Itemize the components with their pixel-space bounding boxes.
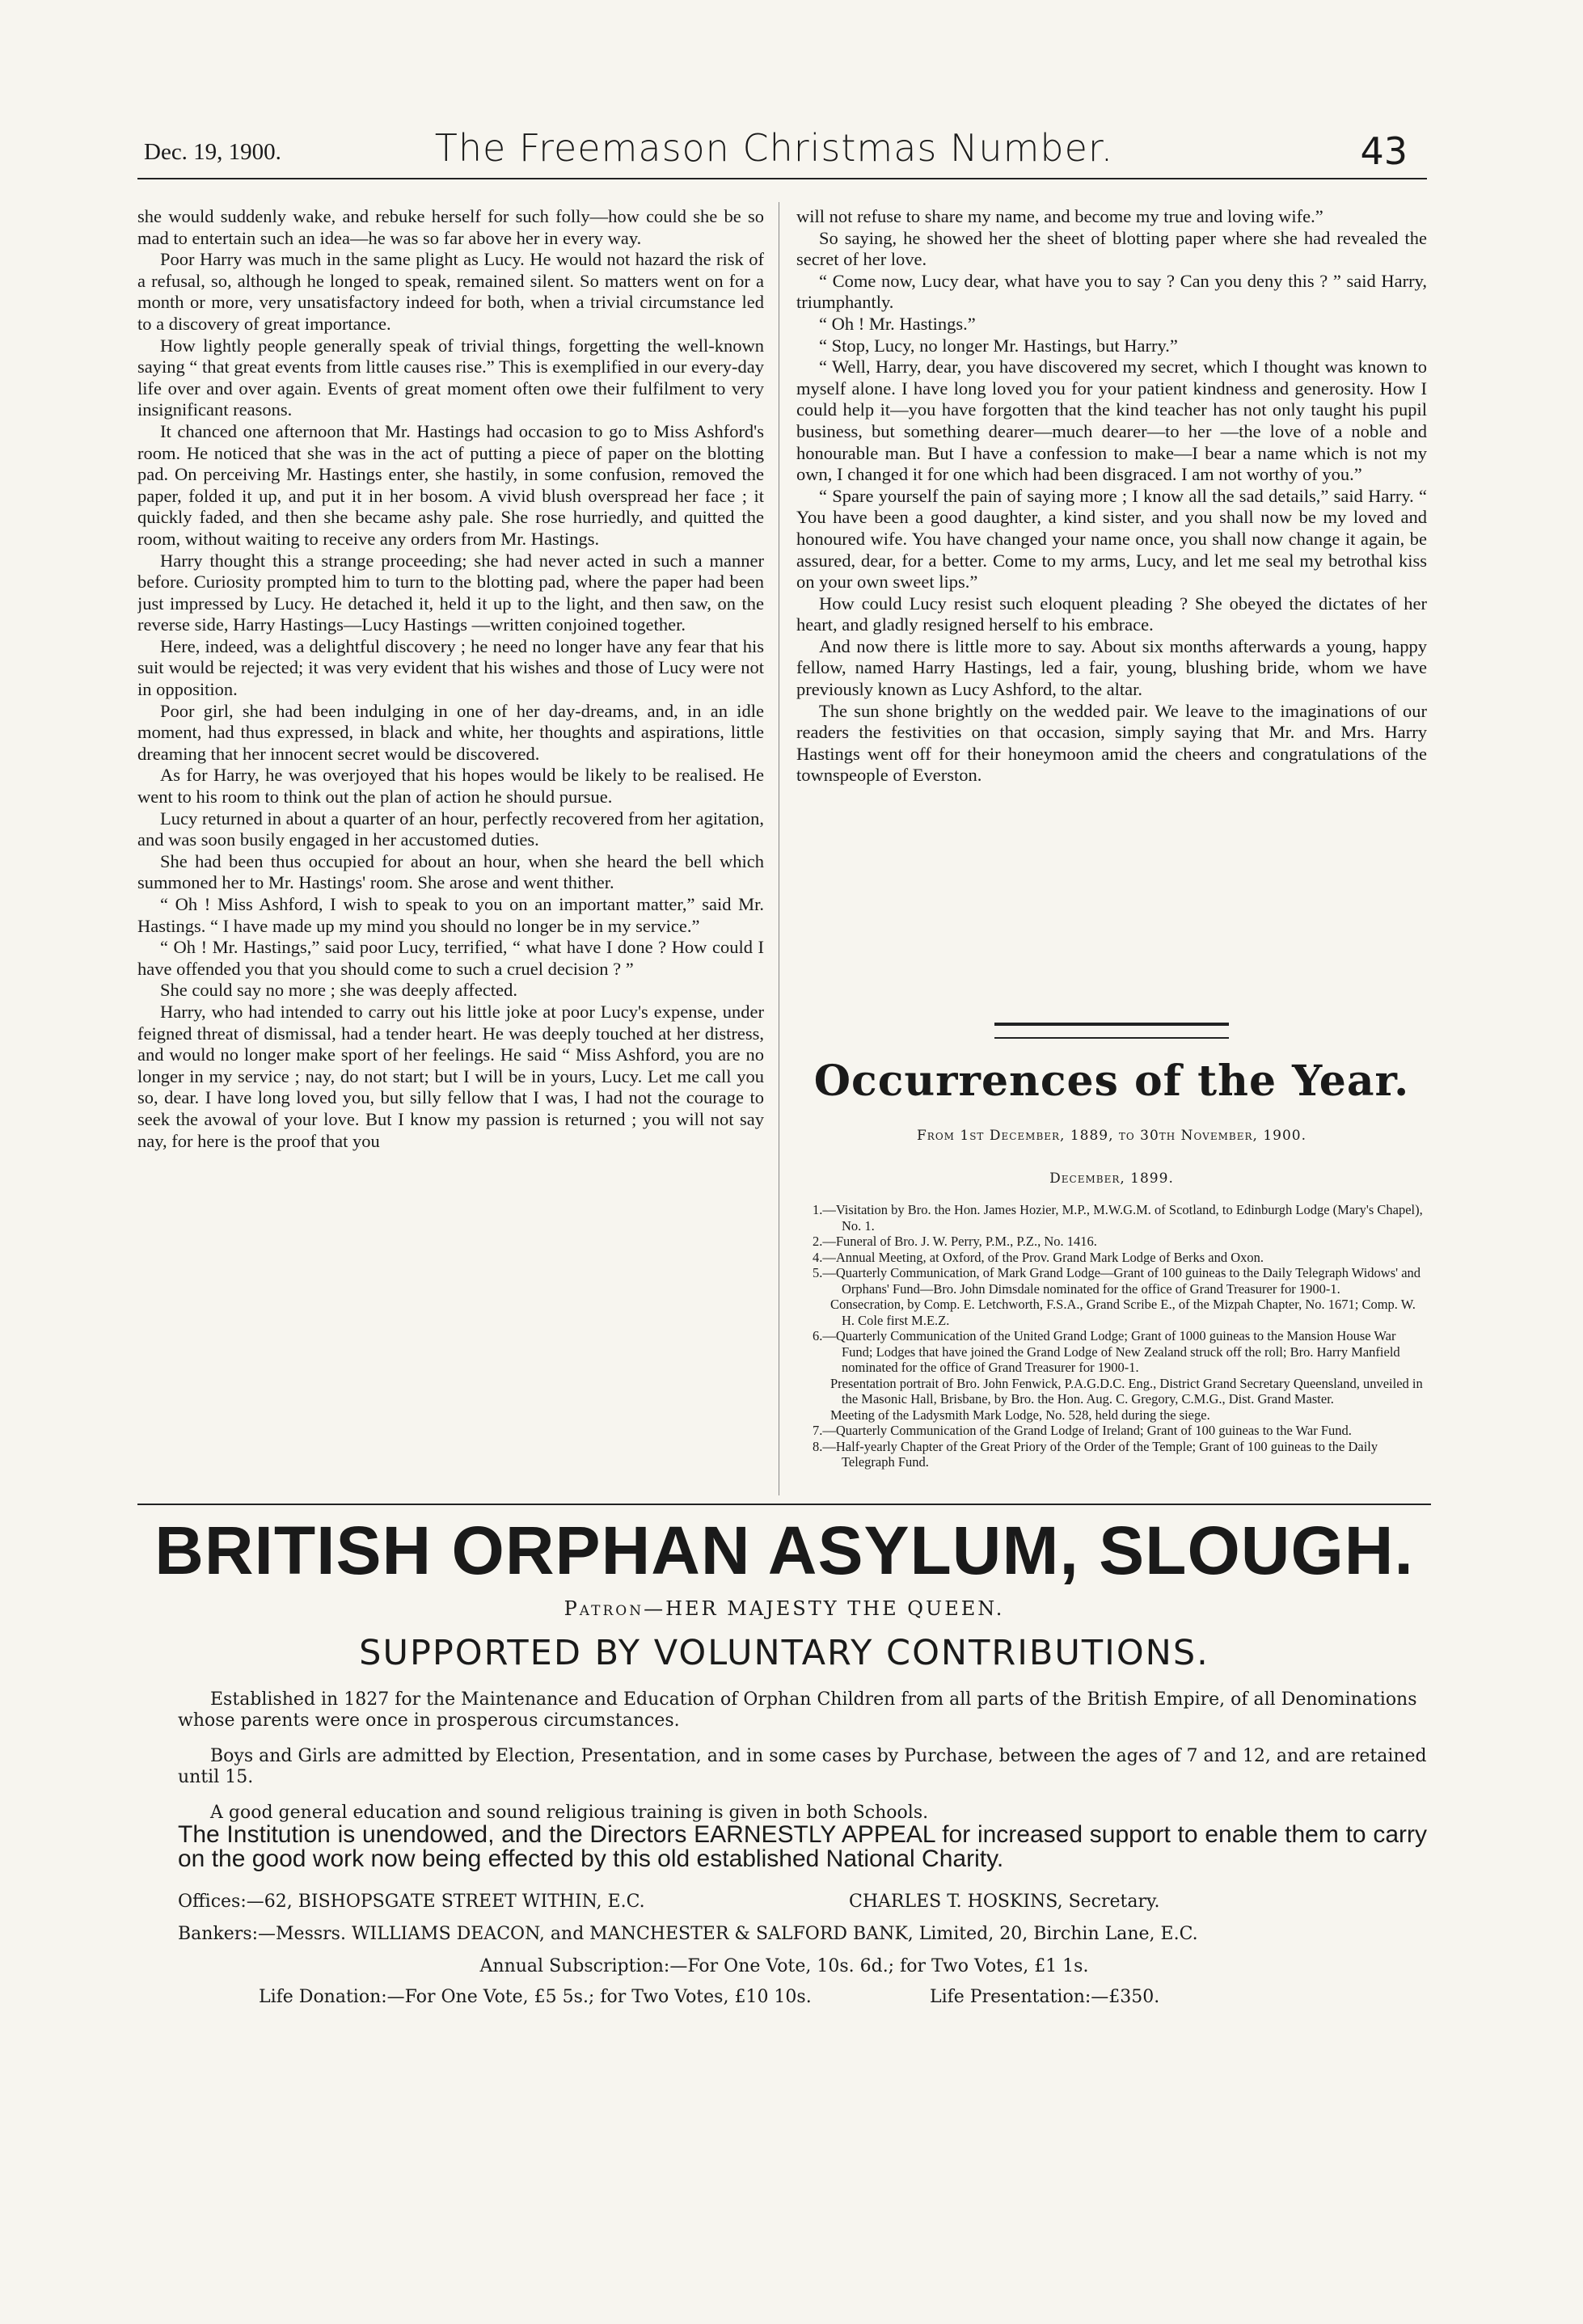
paragraph: Lucy returned in about a quarter of an hour, perfectly recovered from her agitation, and was soon busily engaged in her accustomed duties. — [137, 808, 764, 850]
offices-line — [178, 1892, 1427, 1912]
paragraph: She could say no more ; she was deeply affected. — [160, 980, 517, 1001]
annual-subscription: Annual Subscription:—For One Vote, 10s. 6d.; for Two Votes, £1 1s. — [479, 1956, 1089, 1976]
life-presentation: Life Presentation:—£350. — [930, 1987, 1160, 2007]
list-item: 8.—Half-yearly Chapter of the Great Priory of the Order of the Temple; Grant of 100 guineas to the Daily Telegraph Fund. — [813, 1438, 1378, 1470]
paragraph: she would suddenly wake, and rebuke herself for such folly—how could she be so mad to entertain such an idea—he was so far above her in every way. — [137, 206, 764, 248]
story-column-left — [137, 206, 764, 1487]
occurrences-list — [813, 1202, 1423, 1470]
paragraph: Harry, who had intended to carry out his little joke at poor Lucy's expense, under feigned threat of dismissal, had a tender heart. He was deeply touched at her distress, and would no longer make sport of her feelings. He said “ Miss Ashford, you are no longer in my service ; nay, do not start; but I will be in yours, Lucy. Let me call you so, dear. I have long loved you, but silly fellow that I was, I had not the courage to seek the avowal of your love. But I know my passion is returned ; you will not say nay, for here is the proof that you — [137, 1001, 764, 1151]
list-item: 4.—Annual Meeting, at Oxford, of the Prov. Grand Mark Lodge of Berks and Oxon. — [813, 1249, 1264, 1265]
support-line: SUPPORTED BY VOLUNTARY CONTRIBUTIONS. — [359, 1633, 1209, 1673]
secretary-name: CHARLES T. HOSKINS, Secretary. — [849, 1892, 1160, 1912]
paragraph: So saying, he showed her the sheet of blotting paper where she had revealed the secret of her love. — [796, 227, 1427, 270]
publication-title: The Freemason Christmas Number. — [434, 126, 1114, 170]
paragraph: How lightly people generally speak of trivial things, forgetting the well-known saying “ that great events from little causes rise.” This is exemplified in our every-day life over and over again. Events of great moment often owe their fulfilment to very insignificant reasons. — [137, 335, 764, 420]
paragraph: Here, indeed, was a delightful discovery ; he need no longer have any fear that his suit would be rejected; it was very evident that his wishes and those of Lucy were not in opposition. — [137, 635, 764, 700]
paragraph: It chanced one afternoon that Mr. Hastings had occasion to go to Miss Ashford's room. He noticed that she was in the act of putting a piece of paper on the blotting pad. On perceiving Mr. Hastings enter, she hastily, in some confusion, removed the paper, folded it up, and put it in her bosom. A vivid blush overspread her face ; it quickly faded, and then she became ashy pale. She rose hurriedly, and quitted the room, without waiting to receive any orders from Mr. Hastings. — [137, 420, 764, 549]
page-header — [121, 121, 1427, 186]
life-donation: Life Donation:—For One Vote, £5 5s.; for Two Votes, £10 10s. — [259, 1987, 812, 2007]
paragraph: Harry thought this a strange proceeding; she had never acted in such a manner before. Curiosity prompted him to turn to the blotting pad, where the paper had been just impressed by Lucy. He detached it, held it up to the light, and then saw, on the reverse side, Harry Hastings—Lucy Hastings —written conjoined together. — [137, 550, 764, 635]
section-double-rule — [994, 1023, 1229, 1039]
paragraph: How could Lucy resist such eloquent pleading ? She obeyed the dictates of her heart, and gladly resigned herself to his embrace. — [796, 593, 1427, 635]
list-item: 7.—Quarterly Communication of the Grand Lodge of Ireland; Grant of 100 guineas to the War Fund. — [813, 1423, 1352, 1438]
occurrences-section — [796, 1023, 1427, 1499]
list-item: 2.—Funeral of Bro. J. W. Perry, P.M., P.Z., No. 1416. — [813, 1234, 1097, 1249]
paragraph: “ Stop, Lucy, no longer Mr. Hastings, but Harry.” — [819, 335, 1178, 356]
paragraph: Boys and Girls are admitted by Election, Presentation, and in some cases by Purchase, between the ages of 7 and 12, and are retained until 15. — [178, 1746, 1427, 1787]
paragraph: “ Oh ! Miss Ashford, I wish to speak to you on an important matter,” said Mr. Hastings. “ I have made up my mind you should no longer be in my service.” — [137, 894, 764, 936]
life-terms — [259, 1987, 1427, 2007]
paragraph: “ Come now, Lucy dear, what have you to say ? Can you deny this ? ” said Harry, triumphantly. — [796, 270, 1427, 313]
page-number: 43 — [1360, 129, 1408, 173]
section-title: Occurrences of the Year. — [813, 1057, 1410, 1106]
paragraph: And now there is little more to say. About six months afterwards a young, happy fellow, named Harry Hastings, led a fair, young, blushing bride, whom we have previously known as Lucy Ashford, to the altar. — [796, 635, 1427, 700]
list-item: 5.—Quarterly Communication, of Mark Grand Lodge—Grant of 100 guineas to the Daily Telegraph Widows' and Orphans' Fund—Bro. John Dimsdale nominated for the office of Grand Treasurer for 1900-1. — [813, 1265, 1421, 1297]
section-subtitle: From 1st December, 1889, to 30th November, 1900. — [917, 1128, 1307, 1144]
paragraph: “ Oh ! Mr. Hastings.” — [819, 313, 976, 334]
advertisement-rule — [137, 1504, 1431, 1505]
list-item: 1.—Visitation by Bro. the Hon. James Hozier, M.P., M.W.G.M. of Scotland, to Edinburgh Lodge (Mary's Chapel), No. 1. — [813, 1202, 1423, 1234]
paragraph: Poor Harry was much in the same plight as Lucy. He would not hazard the risk of a refusal, so, although he longed to speak, remained silent. So matters went on for a month or more, very unsatisfactory indeed for both, when a trivial circumstance led to a discovery of great importance. — [137, 249, 764, 334]
list-item: 6.—Quarterly Communication of the United Grand Lodge; Grant of 1000 guineas to the Mansion House War Fund; Lodges that have joined the Grand Lodge of New Zealand struck off the roll; Bro. Harry Manfield nominated for the office of Grand Treasurer for 1900-1. — [813, 1328, 1400, 1375]
paragraph: She had been thus occupied for about an hour, when she heard the bell which summoned her to Mr. Hastings' room. She arose and went thither. — [137, 850, 764, 893]
header-rule — [137, 178, 1427, 179]
paragraph: Established in 1827 for the Maintenance and Education of Orphan Children from all parts of the British Empire, of all Denominations whose parents were once in prosperous circumstances. — [178, 1689, 1417, 1731]
paragraph: A good general education and sound religious training is given in both Schools. — [210, 1803, 929, 1823]
appeal-text: The Institution is unendowed, and the Directors EARNESTLY APPEAL for increased support to enable them to carry on the good work now being effected by this old established National Charity. — [178, 1821, 1427, 1872]
bankers-line: Bankers:—Messrs. WILLIAMS DEACON, and MANCHESTER & SALFORD BANK, Limited, 20, Birchin Lane, E.C. — [178, 1924, 1198, 1944]
paragraph: As for Harry, he was overjoyed that his hopes would be likely to be realised. He went to his room to think out the plan of action he should pursue. — [137, 765, 764, 808]
paragraph: The sun shone brightly on the wedded pair. We leave to the imaginations of our readers the festivities on that occasion, simply saying that Mr. and Mrs. Harry Hastings went off for their honeymoon amid the cheers and congratulations of the townspeople of Everston. — [796, 700, 1427, 786]
charity-advertisement — [137, 1512, 1431, 2094]
paragraph: “ Spare yourself the pain of saying more ; I know all the sad details,” said Harry. “ You have been a good daughter, a kind sister, and you shall now be my loved and honoured wife. You have changed your name once, you shall now change it again, be assured, dear, for a better. Come to my arms, Lucy, and let me seal my betrothal kiss on your own sweet lips.” — [796, 485, 1427, 593]
list-subitem: Meeting of the Ladysmith Mark Lodge, No. 528, held during the siege. — [830, 1407, 1210, 1423]
paragraph: “ Well, Harry, dear, you have discovered my secret, which I thought was known to myself alone. I have long loved you for your patient kindness and generosity. How I could help it—you have forgotten that the kind teacher has not only taught his pupil business, but something dearer—much dearer—to her —the love of a noble and honourable man. But I have a confession to make—I bear a name which is not my own, I changed it for one which had been disgraced. I am not worthy of you.” — [796, 356, 1427, 485]
list-subitem: Presentation portrait of Bro. John Fenwick, P.A.G.D.C. Eng., District Grand Secretary Queensland, unveiled in the Masonic Hall, Brisbane, by Bro. the Hon. Aug. C. Gregory, C.M.G., Dist. Grand Master. — [830, 1375, 1423, 1407]
advertisement-body — [178, 1689, 1427, 1838]
paragraph: Poor girl, she had been indulging in one of her day-dreams, and, in an idle moment, had thus expressed, in black and white, her thoughts and aspirations, little dreaming that her innocent secret would be discovered. — [137, 700, 764, 764]
offices-address: Offices:—62, BISHOPSGATE STREET WITHIN, E.C. — [178, 1892, 645, 1912]
patron-line: Patron—HER MAJESTY THE QUEEN. — [564, 1597, 1005, 1620]
list-subitem: Consecration, by Comp. E. Letchworth, F.S.A., Grand Scribe E., of the Mizpah Chapter, No. 1671; Comp. W. H. Cole first M.E.Z. — [830, 1297, 1416, 1328]
month-heading: December, 1899. — [1049, 1170, 1174, 1187]
paragraph: will not refuse to share my name, and become my true and loving wife.” — [796, 206, 1323, 226]
issue-date: Dec. 19, 1900. — [144, 139, 281, 165]
story-column-right — [796, 206, 1427, 1014]
advertisement-headline: BRITISH ORPHAN ASYLUM, SLOUGH. — [154, 1512, 1414, 1588]
paragraph: “ Oh ! Mr. Hastings,” said poor Lucy, terrified, “ what have I done ? How could I have offended you that you should come to such a cruel decision ? ” — [137, 937, 764, 979]
